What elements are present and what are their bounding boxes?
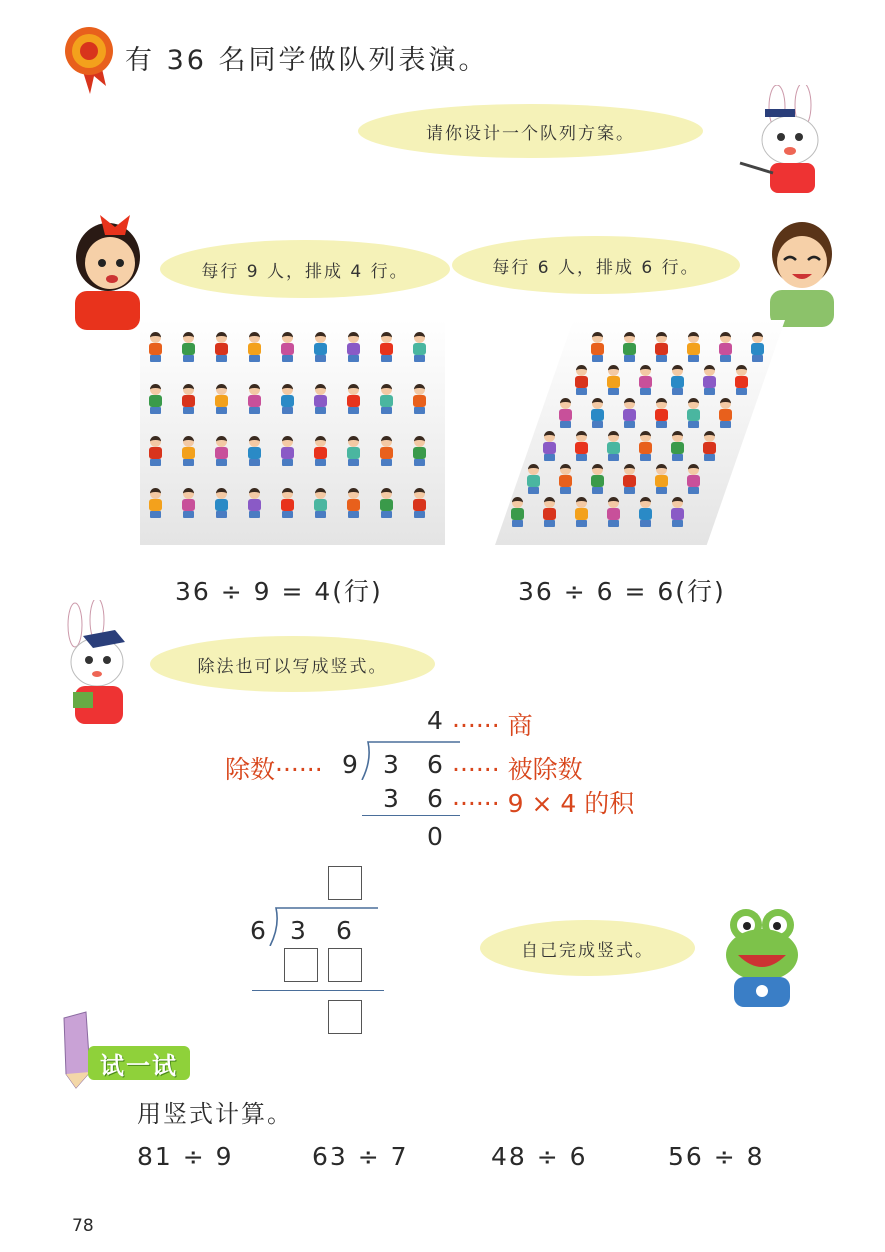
problem-3: 48 ÷ 6 [491,1142,588,1171]
bubble-text: 自己完成竖式。 [521,940,654,961]
student-figure [346,436,360,466]
student-figure [606,431,620,461]
student-figure [181,488,195,518]
student-figure [670,497,684,527]
blank-quotient-box[interactable] [328,866,362,900]
try-badge [88,1046,190,1080]
blank-remainder-box[interactable] [328,1000,362,1034]
student-figure [280,488,294,518]
student-figure [181,436,195,466]
equation-right: 36 ÷ 6 = 6(行) [518,577,726,606]
student-figure [247,436,261,466]
student-figure [181,384,195,414]
student-figure [686,464,700,494]
student-figure [313,436,327,466]
student-figure [622,332,636,362]
student-figure [590,332,604,362]
problem-1: 81 ÷ 9 [137,1142,234,1171]
student-figure [574,497,588,527]
girl-icon [60,205,150,330]
student-figure [606,365,620,395]
student-figure [379,384,393,414]
student-figure [638,431,652,461]
student-figure [313,332,327,362]
student-figure [313,488,327,518]
bubble-text: 除法也可以写成竖式。 [197,656,388,677]
speech-bubble-frog [480,920,695,976]
equation-left: 36 ÷ 9 = 4(行) [175,577,383,606]
speech-bubble-rabbit-top [358,104,703,158]
dividend-label: ······ 被除数 [452,755,583,784]
student-figure [638,497,652,527]
student-figure [379,488,393,518]
blank-product-tens-box[interactable] [284,948,318,982]
student-figure [247,384,261,414]
student-figure [346,332,360,362]
division-bracket [268,906,378,946]
student-figure [574,365,588,395]
student-figure [214,332,228,362]
quotient-label: ······ 商 [452,711,533,740]
student-figure [412,488,426,518]
student-figure [622,464,636,494]
boy-icon [762,212,842,327]
student-figure [670,431,684,461]
blank-product-ones-box[interactable] [328,948,362,982]
student-figure [526,464,540,494]
page-number: 78 [72,1216,94,1236]
student-figure [412,384,426,414]
student-figure [654,464,668,494]
student-figure [280,384,294,414]
division-bracket [360,740,460,780]
product-tens: 3 [383,784,399,813]
bubble-text: 每行 9 人，排成 4 行。 [201,261,409,282]
student-figure [214,488,228,518]
student-figure [148,332,162,362]
speech-bubble-girl [160,240,450,298]
rosette-icon [62,24,117,94]
student-figure [590,464,604,494]
quotient: 4 [427,706,443,735]
student-figure [718,398,732,428]
student-figure [280,436,294,466]
student-figure [346,384,360,414]
subtraction-line [252,990,384,991]
student-figure [313,384,327,414]
student-figure [148,488,162,518]
dividend-tens: 3 [383,750,399,779]
student-figure [622,398,636,428]
student-figure [558,464,572,494]
dividend-ones: 6 [336,916,352,945]
student-figure [214,436,228,466]
student-figure [718,332,732,362]
student-figure [702,365,716,395]
student-figure [412,436,426,466]
try-badge-text: 试一试 [100,1051,178,1080]
student-figure [654,332,668,362]
rabbit-teacher-icon [735,85,835,200]
bubble-text: 每行 6 人，排成 6 行。 [492,257,700,278]
try-instruction: 用竖式计算。 [137,1100,293,1128]
student-figure [542,431,556,461]
student-figure [379,436,393,466]
student-figure [346,488,360,518]
student-figure [412,332,426,362]
dividend-ones: 6 [427,750,443,779]
student-figure [654,398,668,428]
student-figure [558,398,572,428]
student-figure [247,332,261,362]
student-figure [247,488,261,518]
formation-6-by-6 [495,320,785,545]
page-title: 有 36 名同学做队列表演。 [125,45,489,76]
student-figure [542,497,556,527]
divisor-label: 除数······ [225,755,323,784]
student-figure [686,398,700,428]
student-figure [148,384,162,414]
dividend-tens: 3 [290,916,306,945]
divisor: 6 [250,916,266,945]
divisor: 9 [342,750,358,779]
student-figure [181,332,195,362]
student-figure [379,332,393,362]
student-figure [686,332,700,362]
student-figure [670,365,684,395]
student-figure [280,332,294,362]
subtraction-line [362,815,460,816]
student-figure [214,384,228,414]
remainder: 0 [427,822,443,851]
product-label: ······ 9 × 4 的积 [452,789,635,818]
student-figure [638,365,652,395]
product-ones: 6 [427,784,443,813]
student-figure [574,431,588,461]
student-figure [590,398,604,428]
student-figure [606,497,620,527]
student-figure [734,365,748,395]
student-figure [750,332,764,362]
student-figure [148,436,162,466]
frog-icon [716,905,811,1010]
bubble-text: 请你设计一个队列方案。 [426,123,635,144]
problem-2: 63 ÷ 7 [312,1142,409,1171]
formation-9-by-4 [140,320,445,545]
rabbit-student-icon [55,600,140,740]
problem-4: 56 ÷ 8 [668,1142,765,1171]
speech-bubble-boy [452,236,740,294]
speech-bubble-rabbit-mid [150,636,435,692]
student-figure [702,431,716,461]
student-figure [510,497,524,527]
